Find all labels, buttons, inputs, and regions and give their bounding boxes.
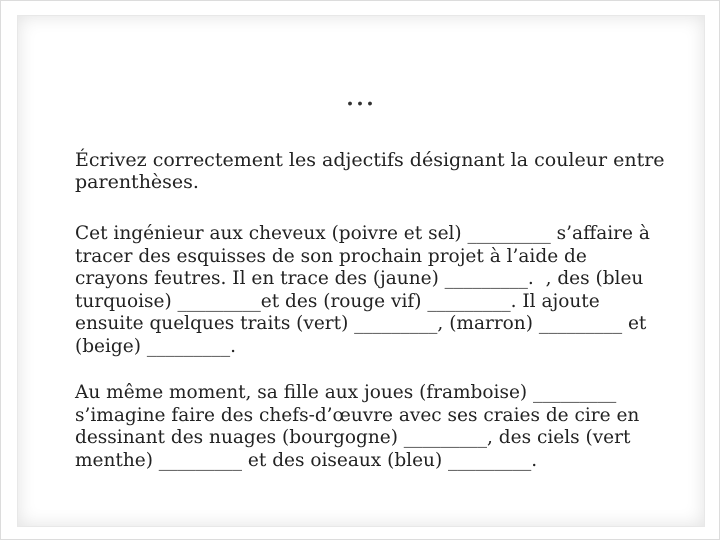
slide-title: …: [345, 78, 377, 113]
exercise-paragraph-1: Cet ingénieur aux cheveux (poivre et sel) _________ s’affaire à tracer des esquisses de son prochain projet à l’aide de crayons feutres. Il en trace des (jaune) _________. , des (bleu turquoise) _________et des (rouge vif) _________. Il ajoute ensuite quelques traits (vert) _________, (marron) _________ et (beige) _________.: [75, 223, 656, 357]
instruction-text: Écrivez correctement les adjectifs désignant la couleur entre parenthèses.: [75, 149, 665, 193]
exercise-paragraph-2: Au même moment, sa fille aux joues (framboise) _________ s’imagine faire des chefs-d’œuvre avec ses craies de cire en dessinant des nuages (bourgogne) _________, des ciels (vert menthe) _________ et des oiseaux (bleu) _________.: [75, 382, 646, 471]
